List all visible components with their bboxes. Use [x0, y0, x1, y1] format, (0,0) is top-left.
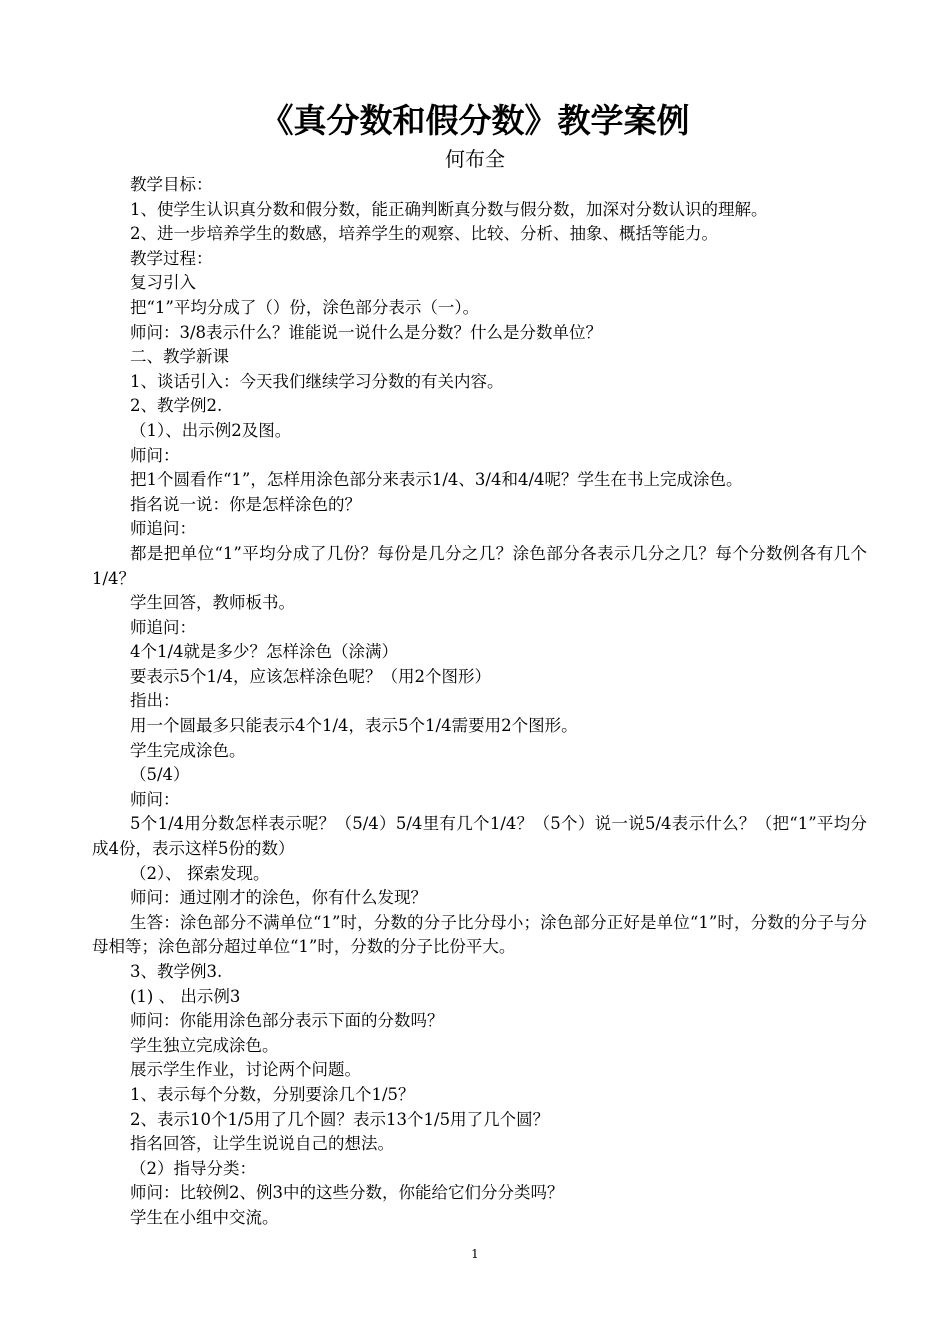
body-line: 师问： — [130, 445, 180, 465]
body-line: 指名回答，让学生说说自己的想法。 — [130, 1134, 394, 1154]
body-line: （2）指导分类： — [130, 1158, 256, 1178]
body-line: 师追问： — [130, 617, 196, 637]
body-line: （2）、 探索发现。 — [130, 863, 270, 883]
body-line: 展示学生作业，讨论两个问题。 — [130, 1060, 361, 1080]
body-line: 2、教学例2. — [130, 396, 223, 416]
body-line: 学生完成涂色。 — [130, 740, 246, 760]
body-line: 学生回答，教师板书。 — [130, 593, 295, 613]
body-line: 教学目标： — [130, 175, 213, 194]
body-line: 1、使学生认识真分数和假分数，能正确判断真分数与假分数，加深对分数认识的理解。 — [130, 199, 768, 219]
document-body — [92, 173, 867, 1231]
body-line: 学生独立完成涂色。 — [130, 1035, 279, 1055]
body-line: （1）、出示例2及图。 — [130, 420, 292, 440]
body-line: 2、进一步培养学生的数感，培养学生的观察、比较、分析、抽象、概括等能力。 — [130, 224, 718, 244]
body-line: 2、表示10个1/5用了几个圆？表示13个1/5用了几个圆？ — [130, 1109, 550, 1129]
body-line: 师问：通过刚才的涂色，你有什么发现？ — [130, 888, 427, 908]
body-line: 要表示5个1/4，应该怎样涂色呢？（用2个图形） — [130, 666, 492, 686]
body-line: 指出： — [130, 691, 180, 711]
body-line: 教学过程： — [130, 248, 213, 268]
body-line: 二、教学新课 — [130, 347, 229, 367]
body-paragraph: 都是把单位“1”平均分成了几份？每份是几分之几？涂色部分各表示几分之几？每个分数例各有几个1/4？ — [92, 543, 867, 588]
body-line: 师问：比较例2、例3中的这些分数，你能给它们分分类吗？ — [130, 1183, 564, 1203]
document-author: 何布全 — [445, 147, 505, 171]
body-line: 师问：你能用涂色部分表示下面的分数吗？ — [130, 1011, 444, 1031]
body-line: 4个1/4就是多少？怎样涂色（涂满） — [130, 642, 399, 662]
body-line: 师问： — [130, 789, 180, 809]
body-line: 复习引入 — [130, 273, 196, 293]
body-line: 1、谈话引入：今天我们继续学习分数的有关内容。 — [130, 371, 504, 391]
body-line: 师问：3/8表示什么？谁能说一说什么是分数？什么是分数单位？ — [130, 322, 603, 342]
page-number: 1 — [471, 1247, 479, 1261]
body-line: 1、表示每个分数，分别要涂几个1/5？ — [130, 1084, 415, 1104]
body-line: (1) 、 出示例3 — [130, 986, 241, 1006]
body-line: 学生在小组中交流。 — [130, 1207, 279, 1227]
body-line: 把1个圆看作“1”，怎样用涂色部分来表示1/4、3/4和4/4呢？学生在书上完成涂色。 — [130, 470, 743, 490]
body-line: （5/4） — [130, 765, 190, 785]
body-line: 师追问： — [130, 519, 196, 539]
body-line: 用一个圆最多只能表示4个1/4，表示5个1/4需要用2个图形。 — [130, 716, 578, 736]
body-line: 把“1”平均分成了（）份，涂色部分表示（一）。 — [130, 297, 480, 317]
body-line: 3、教学例3. — [130, 962, 223, 981]
document-title: 《真分数和假分数》教学案例 — [260, 101, 690, 140]
body-paragraph: 生答：涂色部分不满单位“1”时，分数的分子比分母小；涂色部分正好是单位“1”时，分数的分子与分母相等；涂色部分超过单位“1”时，分数的分子比份平大。 — [92, 912, 867, 957]
body-line: 指名说一说：你是怎样涂色的？ — [130, 494, 361, 514]
body-paragraph: 5个1/4用分数怎样表示呢？（5/4）5/4里有几个1/4？（5个）说一说5/4表示什么？（把“1”平均分成4份，表示这样5份的数） — [92, 814, 867, 859]
